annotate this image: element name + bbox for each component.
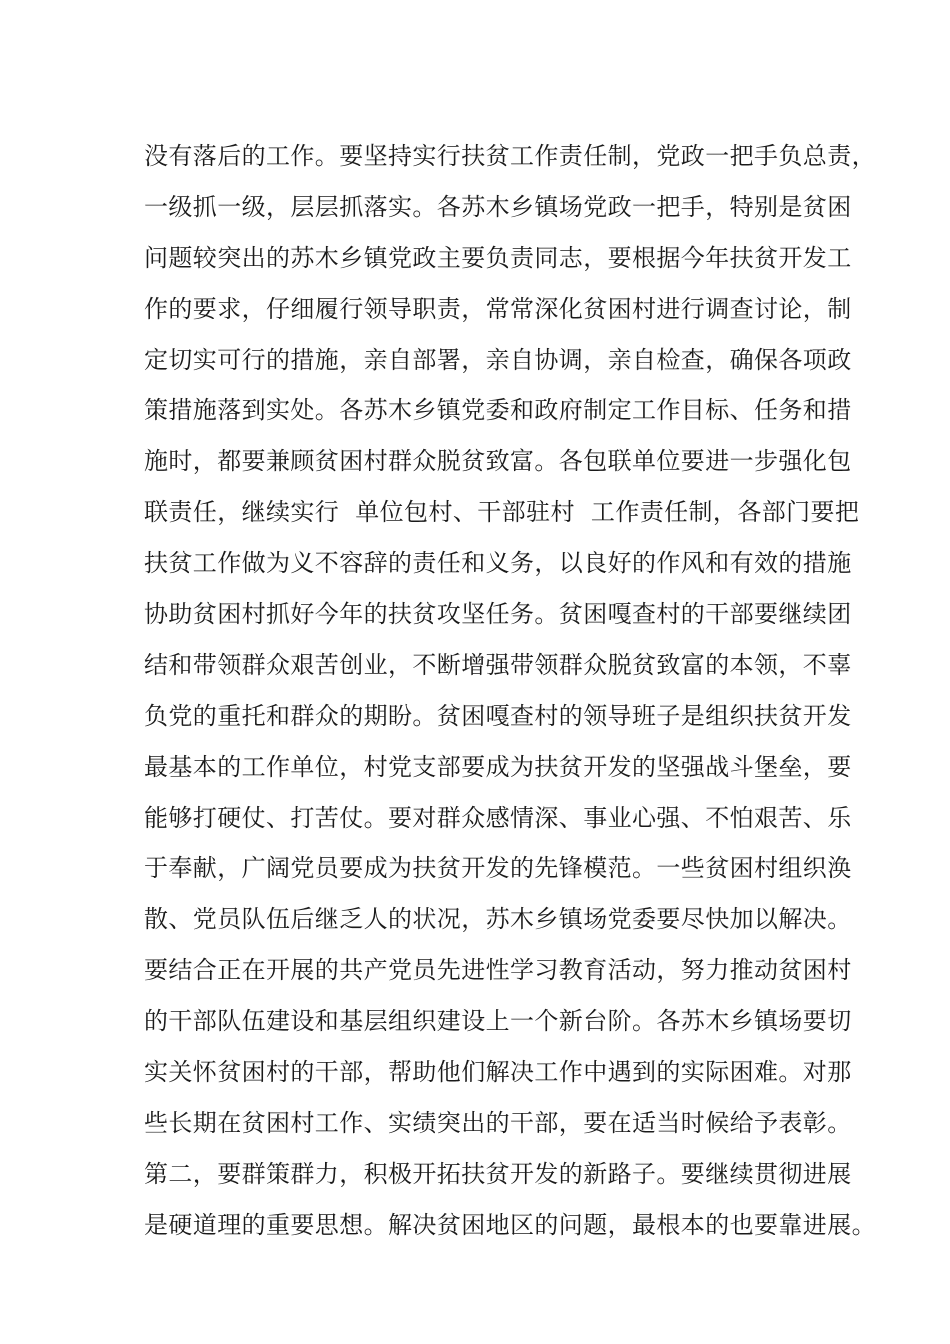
text-line: 定切实可行的措施，亲自部署，亲自协调，亲自检查，确保各项政 — [144, 345, 852, 374]
text-line: 散、党员队伍后继乏人的状况，苏木乡镇场党委要尽快加以解决。 — [144, 905, 852, 934]
text-line: 要结合正在开展的共产党员先进性学习教育活动，努力推动贫困村 — [144, 956, 852, 985]
text-line: 负党的重托和群众的期盼。贫困嘎查村的领导班子是组织扶贫开发 — [144, 701, 852, 730]
text-line: 策措施落到实处。各苏木乡镇党委和政府制定工作目标、任务和措 — [144, 396, 852, 425]
text-line: 于奉献，广阔党员要成为扶贫开发的先锋模范。一些贫困村组织涣 — [144, 854, 852, 883]
text-line: 是硬道理的重要思想。解决贫困地区的问题，最根本的也要靠进展。 — [144, 1210, 876, 1239]
text-line: 实关怀贫困村的干部，帮助他们解决工作中遇到的实际困难。对那 — [144, 1058, 852, 1087]
text-line: 一级抓一级，层层抓落实。各苏木乡镇场党政一把手，特别是贫困 — [144, 192, 852, 221]
text-line: 结和带领群众艰苦创业，不断增强带领群众脱贫致富的本领，不辜 — [144, 650, 852, 679]
text-line: 没有落后的工作。要坚持实行扶贫工作责任制，党政一把手负总责， — [144, 142, 876, 170]
text-line: 施时，都要兼顾贫困村群众脱贫致富。各包联单位要进一步强化包 — [144, 447, 852, 476]
text-line: 协助贫困村抓好今年的扶贫攻坚任务。贫困嘎查村的干部要继续团 — [144, 600, 852, 629]
text-line: 作的要求，仔细履行领导职责，常常深化贫困村进行调查讨论，制 — [144, 294, 852, 323]
text-line: 的干部队伍建设和基层组织建设上一个新台阶。各苏木乡镇场要切 — [144, 1007, 852, 1036]
text-line: 扶贫工作做为义不容辞的责任和义务，以良好的作风和有效的措施 — [144, 549, 852, 578]
text-line: 最基本的工作单位，村党支部要成为扶贫开发的坚强战斗堡垒，要 — [144, 752, 852, 781]
text-line: 能够打硬仗、打苦仗。要对群众感情深、事业心强、不怕艰苦、乐 — [144, 803, 852, 832]
text-line: 第二，要群策群力，积极开拓扶贫开发的新路子。要继续贯彻进展 — [144, 1159, 852, 1188]
text-line: 联责任，继续实行 单位包村、干部驻村 工作责任制，各部门要把 — [144, 498, 860, 527]
text-line: 些长期在贫困村工作、实绩突出的干部，要在适当时候给予表彰。 — [144, 1108, 852, 1137]
text-line: 问题较突出的苏木乡镇党政主要负责同志，要根据今年扶贫开发工 — [144, 243, 852, 272]
body-text — [144, 131, 876, 1251]
